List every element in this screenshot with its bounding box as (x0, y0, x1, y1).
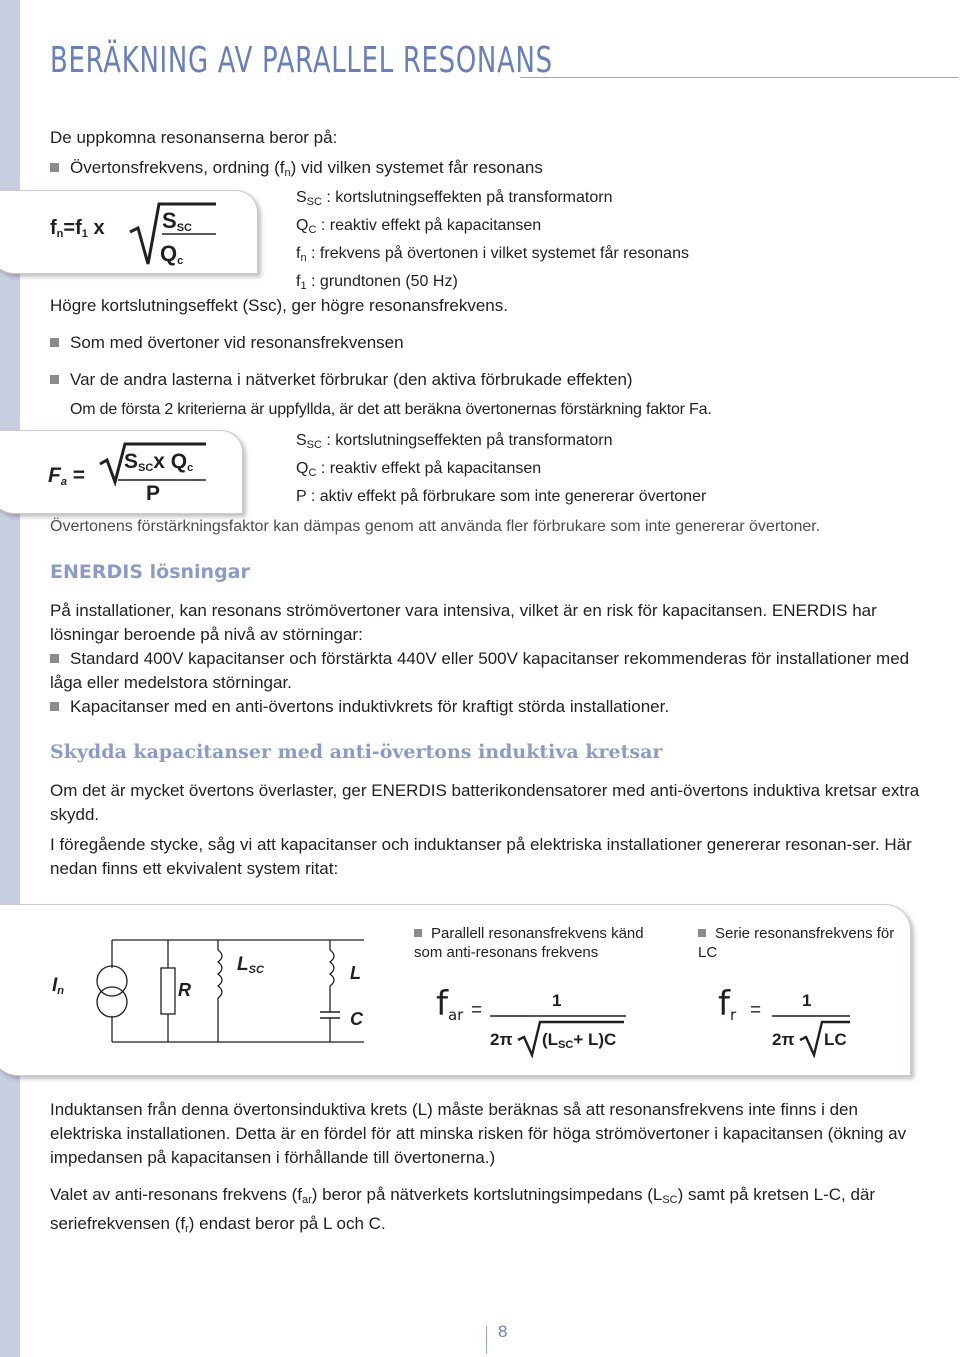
formula-fr-denominator: LC (824, 1030, 847, 1049)
choice-paragraph: Valet av anti-resonans frekvens $(f_{ar})$ beror på nätverkets kortslutningsimpedans $(L_{SC})$ samt på kretsen L-C, där seriefrekvensen $(f_r)$ endast beror på L och C. (50, 1185, 876, 1235)
bullet-harmonic-order: Övertonsfrekvens, ordning $(f_n)$ vid vilken systemet får resonans (50, 156, 543, 185)
parallel-resonance-caption: Parallell resonansfrekvens känd som anti-resonans frekvens (414, 925, 644, 961)
formula-fr-lhs: $f_r$ (718, 984, 737, 1024)
formula-far-numerator: 1 (552, 991, 562, 1010)
bullet-square-icon (50, 163, 59, 172)
formula-fa-denominator: P (146, 482, 161, 505)
title-rule (520, 77, 958, 78)
formula-far-denominator: $(L_{SC}+ L)C$ (542, 1030, 617, 1051)
installation-paragraph: På installationer, kan resonans strömövertoner vara intensiva, vilket är en risk för kapacitansen. ENERDIS har lösningar beroende på nivå av störningar: (50, 601, 877, 644)
label-current-in: $I_n$ (52, 975, 65, 997)
definition-qc: $Q_C$ : reaktiv effekt på kapacitansen (296, 460, 542, 479)
bullet-standard-capacitors: Standard 400V kapacitanser och förstärkta 440V eller 500V kapacitanser rekommenderas för installationer med låga eller medelstora störningar. (50, 649, 910, 692)
criteria-text: Om de första 2 kriterierna är uppfyllda, är det att beräkna övertonernas förstärkning faktor Fa. (70, 401, 712, 418)
definition-fn: $f_n$ : frekvens på övertonen i vilket systemet får resonans (296, 245, 689, 264)
formula-fn-numerator: $S_{SC}$ (162, 208, 192, 234)
definitions-list-1 (296, 186, 689, 298)
previous-section-paragraph: I föregående stycke, såg vi att kapacitanser och induktanser på elektriska installationer genererar resonan-ser. Här nedan finns ett ekvivalent system ritat: (50, 835, 912, 878)
equivalent-circuit-diagram (30, 920, 400, 1060)
formula-far-lhs: $f_{ar}$ (436, 984, 464, 1024)
definition-ssc: $S_{SC}$ : kortslutningseffekten på transformatorn (296, 189, 613, 208)
formula-fn-lhs: $f_n=f_1$ x (50, 217, 105, 240)
definition-p: P : aktiv effekt på förbrukare som inte genererar övertoner (296, 488, 707, 505)
formula-fr-equals: = (750, 1000, 762, 1021)
page-number-rule (486, 1326, 487, 1354)
heading-protect-capacitors: Skydda kapacitanser med anti-övertons induktiva kretsar (50, 741, 663, 763)
bullet-anti-harmonic: Kapacitanser med en anti-övertons induktivkrets för kraftigt störda installationer. (50, 695, 920, 719)
formula-far-equals: = (471, 1000, 483, 1021)
bullet-square-icon (50, 702, 59, 711)
formula-fa-numerator: $S_{SC}x$ $Q_c$ (124, 450, 194, 474)
heading-enerdis-solutions: ENERDIS lösningar (50, 561, 250, 583)
definitions-list-2 (296, 429, 706, 509)
formula-far-2pi: 2π (490, 1030, 513, 1049)
label-resistor-r: R (178, 980, 191, 1000)
damping-text: Övertonens förstärkningsfaktor kan dämpas genom att använda fler förbrukare som inte genererar övertoner. (50, 518, 821, 535)
bullet-square-icon (50, 375, 59, 384)
bullet-square-icon (698, 929, 706, 937)
definition-ssc: $S_{SC}$ : kortslutningseffekten på transformatorn (296, 432, 613, 451)
intro-text: De uppkomna resonanserna beror på: (50, 128, 338, 147)
page-number: 8 (498, 1322, 508, 1341)
label-inductor-l: L (350, 963, 361, 983)
label-inductor-lsc: $L_{SC}$ (237, 954, 264, 976)
formula-fr-numerator: 1 (802, 991, 812, 1010)
formula-fr-2pi: 2π (772, 1030, 795, 1049)
bullet-square-icon (50, 654, 59, 663)
bullet-square-icon (414, 929, 422, 937)
higher-shortcircuit-text: Högre kortslutningseffekt (Ssc), ger högre resonansfrekvens. (50, 296, 508, 315)
overload-paragraph: Om det är mycket övertons överlaster, ger ENERDIS batterikondensatorer med anti-övertons induktiva kretsar extra skydd. (50, 781, 920, 824)
bullet-loads: Var de andra lasterna i nätverket förbrukar (den aktiva förbrukade effekten) (50, 368, 633, 392)
inductance-paragraph: Induktansen från denna övertonsinduktiva krets (L) måste beräknas så att resonansfrekvens inte finns i den elektriska installationen. Detta är en fördel för att minska risken för höga strömövertoner i kapacitansen (ökning av impedansen på kapacitansen i förhållande till övertonerna.) (50, 1100, 907, 1167)
formula-fa-lhs: $F_a$ = (48, 464, 86, 488)
formula-fn-denominator: $Q_c$ (160, 241, 184, 267)
bullet-overtones: Som med övertoner vid resonansfrekvensen (50, 331, 404, 355)
series-resonance-caption: Serie resonansfrekvens för LC (698, 925, 895, 961)
label-capacitor-c: C (350, 1009, 363, 1029)
bullet-square-icon (50, 338, 59, 347)
definition-f1: $f_1$ : grundtonen (50 Hz) (296, 273, 458, 292)
definition-qc: $Q_C$ : reaktiv effekt på kapacitansen (296, 217, 542, 236)
page-title: BERÄKNING AV PARALLEL RESONANS (50, 40, 553, 81)
